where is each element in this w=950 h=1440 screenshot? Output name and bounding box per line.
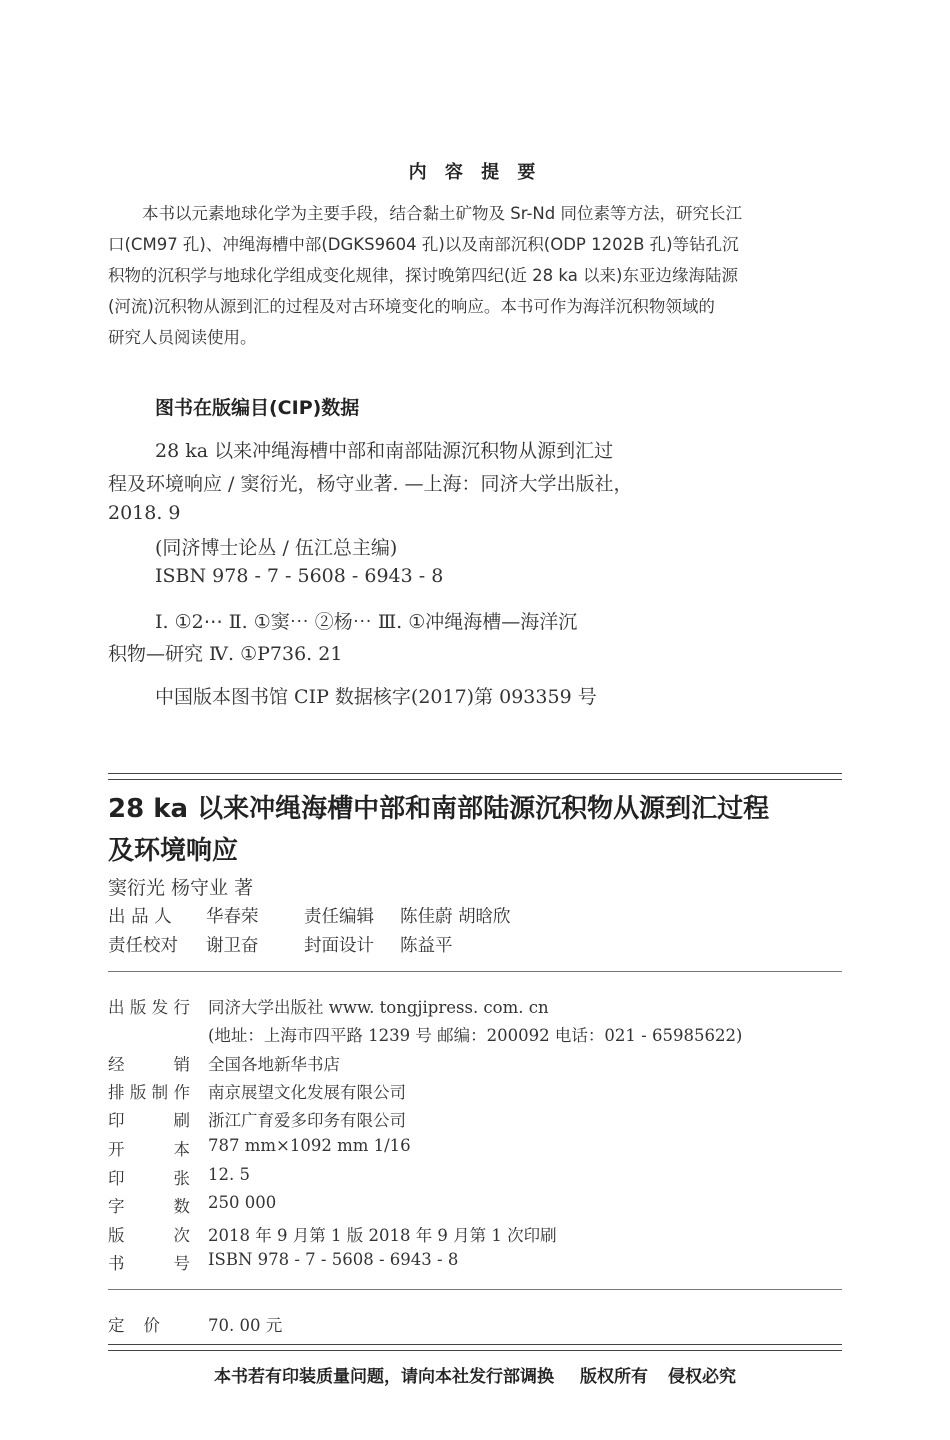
pub-label: 印刷 (108, 1111, 190, 1130)
pub-label: 字数 (108, 1197, 190, 1216)
cip-classification: Ⅰ. ①2⋯ Ⅱ. ①窦⋯ ②杨⋯ Ⅲ. ①冲绳海槽—海洋沉 (155, 611, 578, 633)
summary-line: 研究人员阅读使用。 (108, 328, 257, 347)
cover-label: 封面设计 (304, 936, 374, 956)
cip-title-line: 程及环境响应 / 窦衍光，杨守业著. —上海：同济大学出版社， (108, 473, 633, 495)
cip-title-line: 28 ka 以来冲绳海槽中部和南部陆源沉积物从源到汇过 (155, 440, 614, 462)
pub-value: 2018 年 9 月第 1 版 2018 年 9 月第 1 次印刷 (208, 1226, 557, 1245)
credits-row (108, 932, 453, 957)
pub-value: 250 000 (208, 1193, 277, 1212)
double-divider (108, 773, 842, 780)
pub-label: 开本 (108, 1140, 190, 1159)
summary-line: (河流)沉积物从源到汇的过程及对古环境变化的响应。本书可作为海洋沉积物领域的 (108, 297, 715, 316)
summary-line: 口(CM97 孔)、冲绳海槽中部(DGKS9604 孔)以及南部沉积(ODP 1202B 孔)等钻孔沉 (108, 235, 739, 254)
editor-label: 责任编辑 (304, 907, 374, 927)
proof-name: 谢卫奋 (206, 936, 259, 956)
summary-title: 内 容 提 要 (408, 162, 542, 183)
pub-value: 787 mm×1092 mm 1/16 (208, 1136, 411, 1155)
authors: 窦衍光 杨守业 著 (108, 877, 254, 899)
pub-value: 同济大学出版社 www. tongjipress. com. cn (208, 998, 549, 1017)
footer-notice (0, 1362, 950, 1387)
price-label: 定价 (108, 1316, 160, 1335)
pub-label: 排版制作 (108, 1083, 190, 1102)
price-value: 70. 00 元 (208, 1316, 283, 1335)
cip-isbn: ISBN 978 - 7 - 5608 - 6943 - 8 (155, 565, 444, 587)
pub-value: 南京展望文化发展有限公司 (208, 1083, 406, 1102)
piracy-notice: 侵权必究 (667, 1367, 736, 1387)
cip-number: 中国版本图书馆 CIP 数据核字(2017)第 093359 号 (155, 686, 597, 708)
cip-series: (同济博士论丛 / 伍江总主编) (155, 537, 398, 559)
pub-address: (地址：上海市四平路 1239 号 邮编：200092 电话：021 - 65985622) (208, 1026, 743, 1045)
summary-text (108, 198, 842, 353)
pub-label: 书号 (108, 1254, 190, 1273)
book-title-line: 28 ka 以来冲绳海槽中部和南部陆源沉积物从源到汇过程 (108, 794, 770, 824)
producer-label: 出 品 人 (108, 907, 172, 927)
divider (108, 971, 842, 972)
cip-heading: 图书在版编目(CIP)数据 (155, 397, 360, 419)
editor-names: 陈佳蔚 胡晗欣 (400, 907, 511, 927)
pub-value: 12. 5 (208, 1165, 250, 1184)
book-title (108, 788, 848, 872)
cip-classification: 积物—研究 Ⅳ. ①P736. 21 (108, 643, 343, 665)
copyright-notice: 版权所有 (579, 1367, 648, 1387)
summary-line: 积物的沉积学与地球化学组成变化规律，探讨晚第四纪(近 28 ka 以来)东亚边缘海陆源 (108, 266, 738, 285)
summary-line: 本书以元素地球化学为主要手段，结合黏土矿物及 Sr-Nd 同位素等方法，研究长江 (142, 204, 742, 223)
pub-label: 经销 (108, 1055, 190, 1074)
pub-label: 印张 (108, 1169, 190, 1188)
cover-name: 陈益平 (400, 936, 453, 956)
producer-name: 华春荣 (206, 907, 259, 927)
divider (108, 1289, 842, 1290)
credits-row (108, 903, 511, 928)
pub-label: 版次 (108, 1226, 190, 1245)
pub-value: ISBN 978 - 7 - 5608 - 6943 - 8 (208, 1250, 459, 1269)
pub-value: 浙江广育爱多印务有限公司 (208, 1111, 406, 1130)
quality-notice: 本书若有印装质量问题，请向本社发行部调换 (214, 1367, 555, 1387)
double-divider (108, 1344, 842, 1351)
cip-date: 2018. 9 (108, 502, 181, 524)
book-title-line: 及环境响应 (108, 836, 239, 866)
proof-label: 责任校对 (108, 936, 178, 956)
pub-label: 出版发行 (108, 998, 190, 1017)
pub-value: 全国各地新华书店 (208, 1055, 340, 1074)
